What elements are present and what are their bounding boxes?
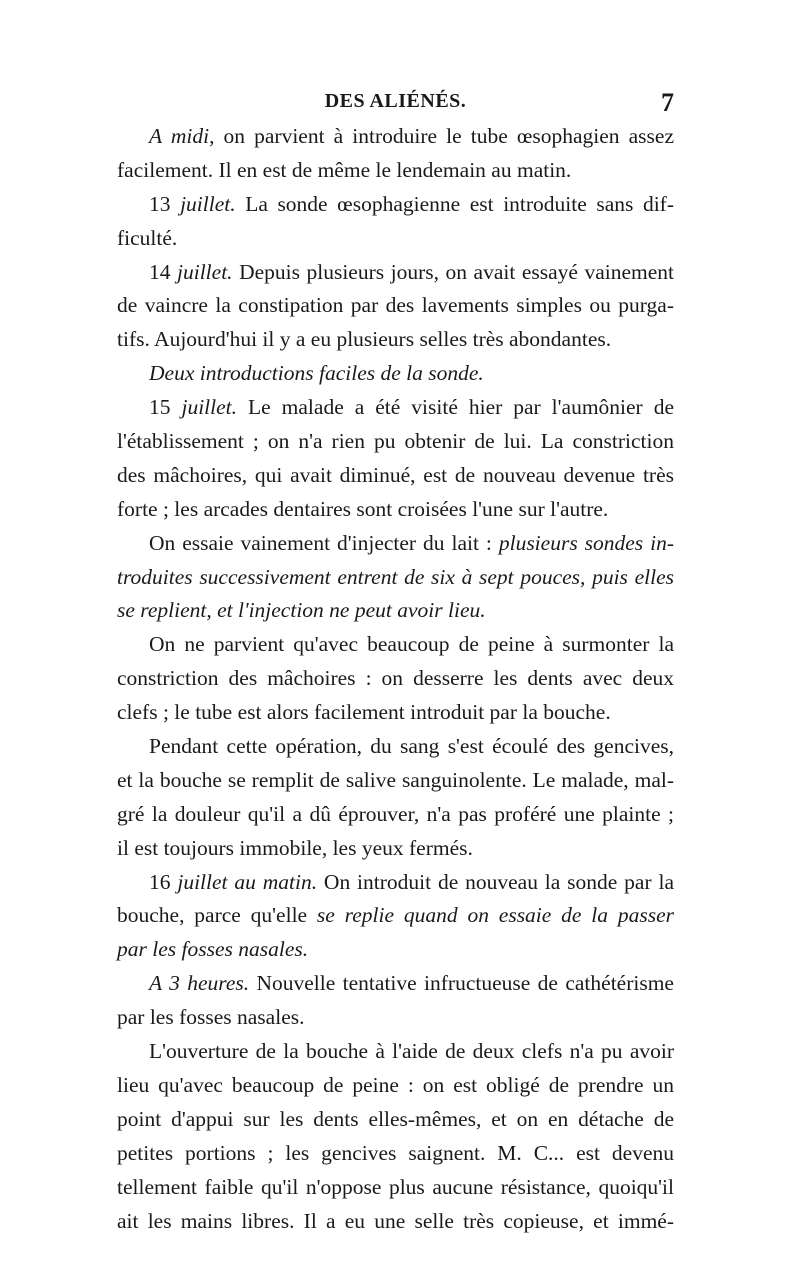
- text-line: il est toujours immobile, les yeux fermés.: [117, 835, 473, 860]
- text-line: des mâchoires, qui avait diminué, est de nouveau devenue très: [117, 462, 674, 487]
- text-line: A midi, on parvient à introduire le tube œsophagien assez: [149, 124, 674, 148]
- text-line: bouche, parce qu'elle se replie quand on essaie de la passer: [117, 903, 674, 928]
- text-line: clefs ; le tube est alors facilement introduit par la bouche.: [117, 700, 611, 725]
- text-line: gré la douleur qu'il a dû éprouver, n'a pas proféré une plainte ;: [117, 801, 674, 826]
- text-line: tellement faible qu'il n'oppose plus aucune résistance, quoiqu'il: [117, 1174, 674, 1199]
- text-line: 16 juillet au matin. On introduit de nouveau la sonde par la: [149, 869, 674, 894]
- text-line: par les fosses nasales.: [117, 1005, 305, 1030]
- text-line: tifs. Aujourd'hui il y a eu plusieurs selles très abondantes.: [117, 327, 612, 352]
- text-line: 14 juillet. Depuis plusieurs jours, on avait essayé vainement: [149, 259, 674, 284]
- running-title: DES ALIÉNÉS.: [324, 90, 467, 112]
- text-line: Pendant cette opération, du sang s'est écoulé des gencives,: [149, 734, 674, 759]
- text-line: constriction des mâchoires : on desserre les dents avec deux: [117, 666, 674, 691]
- text-line: par les fosses nasales.: [117, 937, 309, 962]
- text-line: petites portions ; les gencives saignent. M. C... est devenu: [117, 1140, 674, 1165]
- text-line: L'ouverture de la bouche à l'aide de deux clefs n'a pu avoir: [149, 1039, 674, 1064]
- text-line: troduites successivement entrent de six à sept pouces, puis elles: [117, 564, 674, 589]
- text-line: et la bouche se remplit de salive sanguinolente. Le malade, mal-: [117, 767, 674, 792]
- text-line: On essaie vainement d'injecter du lait : plusieurs sondes in-: [149, 530, 674, 555]
- page-number: 7: [661, 88, 674, 117]
- text-line: On ne parvient qu'avec beaucoup de peine à surmonter la: [149, 632, 674, 657]
- text-line: Deux introductions faciles de la sonde.: [149, 361, 484, 386]
- text-line: A 3 heures. Nouvelle tentative infructueuse de cathétérisme: [149, 971, 674, 996]
- text-line: facilement. Il en est de même le lendemain au matin.: [117, 157, 572, 182]
- text-line: de vaincre la constipation par des lavements simples ou purga-: [117, 293, 674, 318]
- text-line: forte ; les arcades dentaires sont croisées l'une sur l'autre.: [117, 496, 609, 521]
- text-line: se replient, et l'injection ne peut avoir lieu.: [117, 598, 486, 623]
- body-text: [117, 120, 674, 1238]
- text-line: l'établissement ; on n'a rien pu obtenir de lui. La constriction: [117, 429, 674, 454]
- text-line: ait les mains libres. Il a eu une selle très copieuse, et immé-: [117, 1208, 674, 1233]
- text-line: ficulté.: [117, 225, 178, 250]
- page-header: [117, 88, 674, 118]
- text-line: 15 juillet. Le malade a été visité hier par l'aumônier de: [149, 395, 674, 420]
- text-line: point d'appui sur les dents elles-mêmes, et on en détache de: [117, 1106, 674, 1131]
- text-line: 13 juillet. La sonde œsophagienne est introduite sans dif-: [149, 191, 674, 216]
- text-line: lieu qu'avec beaucoup de peine : on est obligé de prendre un: [117, 1072, 674, 1097]
